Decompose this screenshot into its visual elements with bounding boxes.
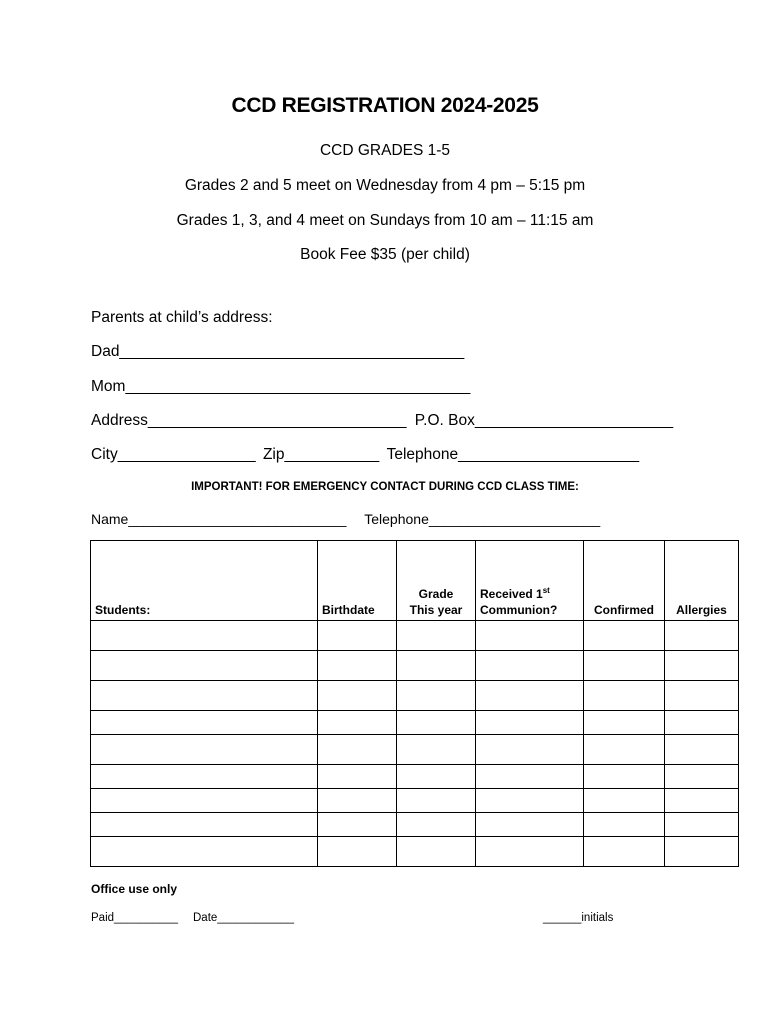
city-row	[91, 446, 639, 464]
table-row[interactable]	[91, 789, 739, 813]
zip-field[interactable]: Zip___________	[262, 446, 380, 463]
table-header-row	[91, 541, 739, 621]
address-field[interactable]: Address______________________________	[91, 412, 407, 429]
table-row[interactable]	[91, 837, 739, 867]
book-fee: Book Fee $35 (per child)	[300, 246, 470, 263]
col-confirmed: Confirmed	[584, 541, 665, 621]
emergency-heading: IMPORTANT! FOR EMERGENCY CONTACT DURING CCD CLASS TIME:	[191, 481, 579, 493]
office-use-heading: Office use only	[91, 882, 178, 896]
col-birthdate: Birthdate	[318, 541, 397, 621]
col-allergies: Allergies	[665, 541, 739, 621]
po-box-field[interactable]: P.O. Box_______________________	[414, 412, 674, 429]
table-row[interactable]	[91, 735, 739, 765]
emergency-row	[91, 511, 600, 527]
table-row[interactable]	[91, 651, 739, 681]
table-row[interactable]	[91, 765, 739, 789]
paid-field[interactable]: Paid__________	[91, 912, 178, 924]
parents-heading: Parents at child’s address:	[91, 309, 273, 326]
initials-field[interactable]: ______initials	[543, 912, 614, 924]
mom-field[interactable]: Mom________________________________________	[91, 378, 471, 395]
dad-field[interactable]: Dad________________________________________	[91, 343, 465, 360]
table-row[interactable]	[91, 711, 739, 735]
table-row[interactable]	[91, 813, 739, 837]
form-title: CCD REGISTRATION 2024-2025	[231, 94, 539, 117]
schedule-line-2: Grades 1, 3, and 4 meet on Sundays from 10 am – 11:15 am	[176, 212, 594, 229]
telephone-field[interactable]: Telephone_____________________	[386, 446, 640, 463]
students-table	[90, 540, 739, 867]
table-row[interactable]	[91, 681, 739, 711]
grades-heading: CCD GRADES 1-5	[319, 142, 451, 159]
table-row[interactable]	[91, 621, 739, 651]
date-field[interactable]: Date____________	[193, 912, 295, 924]
emergency-name-field[interactable]: Name____________________________	[91, 511, 347, 527]
col-grade: Grade This year	[397, 541, 476, 621]
address-row	[91, 412, 673, 430]
col-students: Students:	[91, 541, 318, 621]
emergency-telephone-field[interactable]: Telephone______________________	[364, 511, 601, 527]
schedule-line-1: Grades 2 and 5 meet on Wednesday from 4 pm – 5:15 pm	[184, 177, 586, 194]
city-field[interactable]: City________________	[91, 446, 256, 463]
col-received-communion: Received 1st Communion?	[476, 541, 584, 621]
